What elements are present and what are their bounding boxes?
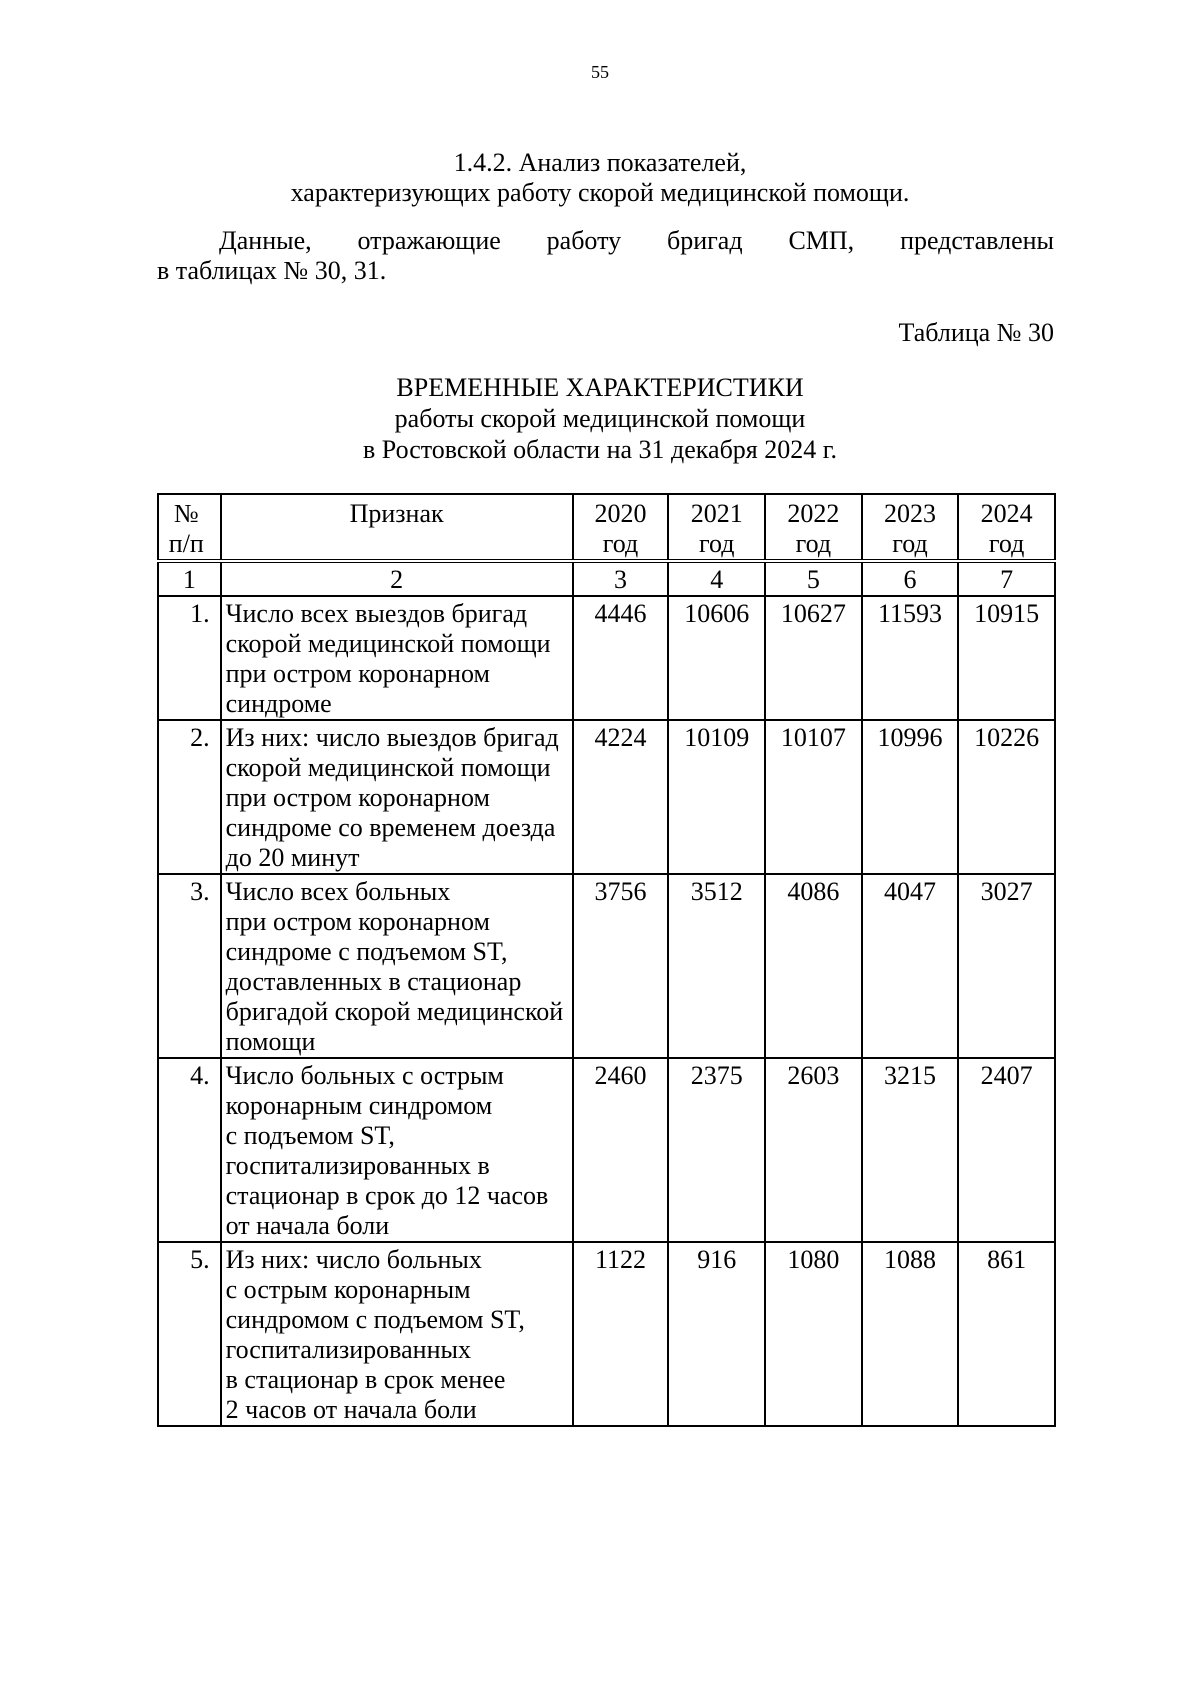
table-title — [0, 372, 1200, 465]
row-value: 3027 — [958, 874, 1055, 1058]
row-sign-line: помощи — [225, 1027, 316, 1056]
row-sign-line: госпитализированных в — [225, 1151, 490, 1180]
table-title-line-1: ВРЕМЕННЫЕ ХАРАКТЕРИСТИКИ — [396, 373, 804, 402]
intro-word: Данные, — [219, 226, 312, 255]
row-value: 3756 — [573, 874, 669, 1058]
row-sign-line: от начала боли — [225, 1211, 390, 1240]
row-value: 2407 — [958, 1058, 1055, 1242]
row-sign-line: при остром коронарном — [225, 659, 490, 688]
row-sign-line: с подъемом ST, — [225, 1121, 395, 1150]
row-sign — [221, 874, 573, 1058]
header-year-value: 2021 — [690, 499, 743, 528]
data-table — [157, 493, 1056, 1427]
index-cell: 6 — [862, 561, 959, 596]
row-sign-line: синдромом с подъемом ST, — [225, 1305, 525, 1334]
index-cell: 2 — [221, 561, 573, 596]
table-label: Таблица № 30 — [898, 318, 1054, 347]
row-sign-line: синдроме со временем доезда — [225, 813, 556, 842]
row-sign-line: Число всех выездов бригад — [225, 599, 528, 628]
table-index-row — [158, 561, 1055, 596]
section-title-line-1: 1.4.2. Анализ показателей, — [453, 148, 747, 177]
row-value: 4446 — [573, 596, 669, 720]
header-num — [158, 494, 221, 561]
header-year-unit: год — [892, 529, 928, 558]
row-number: 5. — [158, 1242, 221, 1426]
row-sign-line: Число всех больных — [225, 877, 451, 906]
table-row — [158, 1058, 1055, 1242]
table-title-line-2: работы скорой медицинской помощи — [394, 404, 806, 433]
index-cell: 7 — [958, 561, 1055, 596]
intro-line-1 — [157, 226, 1054, 256]
header-year-value: 2023 — [884, 499, 936, 528]
row-value: 10606 — [668, 596, 765, 720]
row-sign — [221, 1058, 573, 1242]
row-sign-line: скорой медицинской помощи — [225, 629, 551, 658]
row-value: 1122 — [573, 1242, 669, 1426]
intro-word: работу — [546, 226, 622, 255]
intro-line-2: в таблицах № 30, 31. — [157, 256, 387, 285]
intro-word: представлены — [900, 226, 1054, 255]
header-year-value: 2020 — [594, 499, 647, 528]
intro-paragraph — [157, 226, 1054, 286]
intro-word: СМП, — [788, 226, 855, 255]
table-row — [158, 1242, 1055, 1426]
section-title — [0, 148, 1200, 208]
row-value: 3215 — [862, 1058, 959, 1242]
row-value: 11593 — [862, 596, 959, 720]
row-number: 1. — [158, 596, 221, 720]
header-year — [765, 494, 862, 561]
header-year-unit: год — [698, 529, 735, 558]
row-sign-line: Число больных с острым — [225, 1061, 504, 1090]
header-year — [668, 494, 765, 561]
row-value: 2375 — [668, 1058, 765, 1242]
row-value: 916 — [668, 1242, 765, 1426]
row-value: 10996 — [862, 720, 959, 874]
row-value: 2603 — [765, 1058, 862, 1242]
header-year — [573, 494, 669, 561]
row-sign-line: госпитализированных — [225, 1335, 471, 1364]
row-sign — [221, 1242, 573, 1426]
index-cell: 1 — [158, 561, 221, 596]
table-row — [158, 720, 1055, 874]
row-sign-line: синдроме — [225, 689, 332, 718]
row-sign-line: 2 часов от начала боли — [225, 1395, 477, 1424]
table-header-row — [158, 494, 1055, 561]
row-sign-line: синдроме с подъемом ST, — [225, 937, 508, 966]
header-sign: Признак — [221, 494, 573, 561]
row-value: 10915 — [958, 596, 1055, 720]
row-sign-line: при остром коронарном — [225, 907, 490, 936]
row-sign-line: при остром коронарном — [225, 783, 490, 812]
row-value: 10627 — [765, 596, 862, 720]
table-body — [158, 596, 1055, 1426]
section-title-line-2: характеризующих работу скорой медицинской помощи. — [290, 178, 910, 207]
row-value: 10109 — [668, 720, 765, 874]
row-sign — [221, 720, 573, 874]
row-value: 1080 — [765, 1242, 862, 1426]
intro-word: отражающие — [357, 226, 501, 255]
row-sign-line: доставленных в стационар — [225, 967, 522, 996]
table-row — [158, 874, 1055, 1058]
row-value: 1088 — [862, 1242, 959, 1426]
header-year-unit: год — [988, 529, 1025, 558]
row-sign-line: Из них: число выездов бригад — [225, 723, 559, 752]
index-cell: 5 — [765, 561, 862, 596]
row-value: 4047 — [862, 874, 959, 1058]
row-value: 861 — [958, 1242, 1055, 1426]
header-year — [862, 494, 959, 561]
row-sign-line: до 20 минут — [225, 843, 360, 872]
row-sign-line: коронарным синдромом — [225, 1091, 493, 1120]
table-row — [158, 596, 1055, 720]
index-cell: 3 — [573, 561, 669, 596]
table-title-line-3: в Ростовской области на 31 декабря 2024 г. — [362, 435, 838, 464]
header-num-line-2: п/п — [168, 529, 204, 558]
row-value: 10107 — [765, 720, 862, 874]
row-sign-line: бригадой скорой медицинской — [225, 997, 564, 1026]
row-sign-line: с острым коронарным — [225, 1275, 471, 1304]
header-num-line-1: № — [173, 499, 199, 528]
row-value: 4224 — [573, 720, 669, 874]
row-value: 4086 — [765, 874, 862, 1058]
row-sign-line: скорой медицинской помощи — [225, 753, 551, 782]
index-cell: 4 — [668, 561, 765, 596]
row-number: 2. — [158, 720, 221, 874]
row-number: 4. — [158, 1058, 221, 1242]
row-sign — [221, 596, 573, 720]
header-year-unit: год — [602, 529, 639, 558]
row-sign-line: стационар в срок до 12 часов — [225, 1181, 549, 1210]
row-value: 10226 — [958, 720, 1055, 874]
row-number: 3. — [158, 874, 221, 1058]
row-sign-line: в стационар в срок менее — [225, 1365, 506, 1394]
row-value: 3512 — [668, 874, 765, 1058]
header-year-unit: год — [795, 529, 832, 558]
row-value: 2460 — [573, 1058, 669, 1242]
header-year — [958, 494, 1055, 561]
header-year-value: 2024 — [980, 499, 1033, 528]
page-number: 55 — [591, 62, 609, 82]
header-year-value: 2022 — [787, 499, 840, 528]
row-sign-line: Из них: число больных — [225, 1245, 482, 1274]
intro-word: бригад — [666, 226, 743, 255]
